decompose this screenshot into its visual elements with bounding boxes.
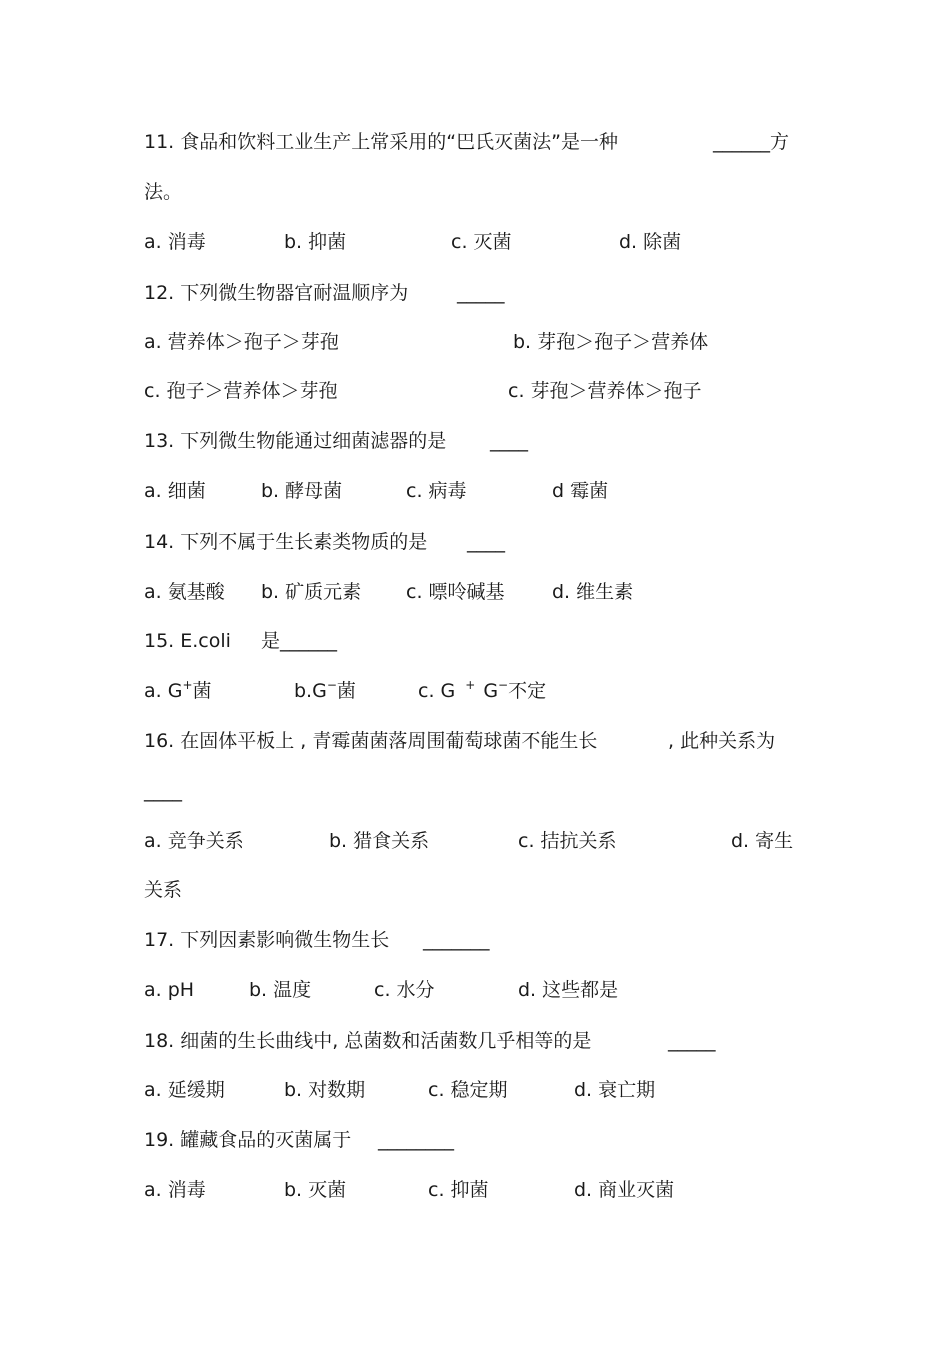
option-b: b. 矿质元素 [261,581,362,603]
option-a: a. 竞争关系 [144,830,244,852]
option-a: a. 延缓期 [144,1079,225,1101]
question-16-options-cont: 关系 [144,879,183,901]
option-c: c. G + G−不定 [418,678,547,702]
answer-blank: _______ [423,929,490,951]
question-18-stem: 18. 细菌的生长曲线中, 总菌数和活菌数几乎相等的是 _____ [144,1030,716,1052]
option-c2: c. 芽孢＞营养体＞孢子 [508,380,702,402]
option-b: b. 温度 [249,979,312,1001]
option-b: b. 猎食关系 [329,830,430,852]
option-b: b. 灭菌 [284,1179,347,1201]
question-16-stem: 16. 在固体平板上 , 青霉菌菌落周围葡萄球菌不能生长 , 此种关系为 [144,730,776,752]
option-c: c. 孢子＞营养体＞芽孢 [144,380,338,402]
option-a: a. pH [144,979,195,1001]
option-b: b. 抑菌 [284,231,347,253]
answer-blank: ____ [490,430,528,452]
option-c: c. 稳定期 [428,1079,508,1101]
option-c: c. 抑菌 [428,1179,489,1201]
option-a: a. 消毒 [144,1179,206,1201]
question-14-stem: 14. 下列不属于生长素类物质的是 ____ [144,531,505,553]
option-d: d. 除菌 [619,231,682,253]
question-12-stem: 12. 下列微生物器官耐温顺序为 _____ [144,282,505,304]
option-c: c. 嘌呤碱基 [406,581,505,603]
question-19-stem: 19. 罐藏食品的灭菌属于 ________ [144,1129,454,1151]
option-b: b. 酵母菌 [261,480,343,502]
option-a: a. 氨基酸 [144,581,225,603]
option-b: b. 对数期 [284,1079,366,1101]
option-c: c. 病毒 [406,480,467,502]
option-b: b.G−菌 [294,678,356,702]
option-b: b. 芽孢＞孢子＞营养体 [513,331,709,353]
option-a: a. 细菌 [144,480,206,502]
option-d: d. 寄生 [731,830,794,852]
question-11-stem: 11. 食品和饮料工业生产上常采用的“巴氏灭菌法”是一种 ______方 [144,131,790,153]
option-d: d. 维生素 [552,581,634,603]
answer-blank: ____ [467,531,505,553]
answer-blank: ____ [144,780,182,802]
answer-blank: ______方 [713,131,790,153]
answer-blank: _____ [668,1030,716,1052]
question-15-stem: 15. E.coli 是______ [144,630,338,652]
answer-blank: ________ [378,1129,454,1151]
option-a: a. G+菌 [144,678,212,702]
option-a: a. 消毒 [144,231,206,253]
option-a: a. 营养体＞孢子＞芽孢 [144,331,339,353]
option-d: d. 衰亡期 [574,1079,656,1101]
question-17-stem: 17. 下列因素影响微生物生长 _______ [144,929,490,951]
option-d: d. 商业灭菌 [574,1179,675,1201]
answer-blank: _____ [457,282,505,304]
question-13-stem: 13. 下列微生物能通过细菌滤器的是 ____ [144,430,528,452]
option-c: c. 水分 [374,979,435,1001]
option-d: d. 这些都是 [518,979,619,1001]
question-11-stem-cont: 法。 [144,181,183,203]
option-c: c. 灭菌 [451,231,512,253]
option-c: c. 拮抗关系 [518,830,617,852]
option-d: d 霉菌 [552,480,609,502]
